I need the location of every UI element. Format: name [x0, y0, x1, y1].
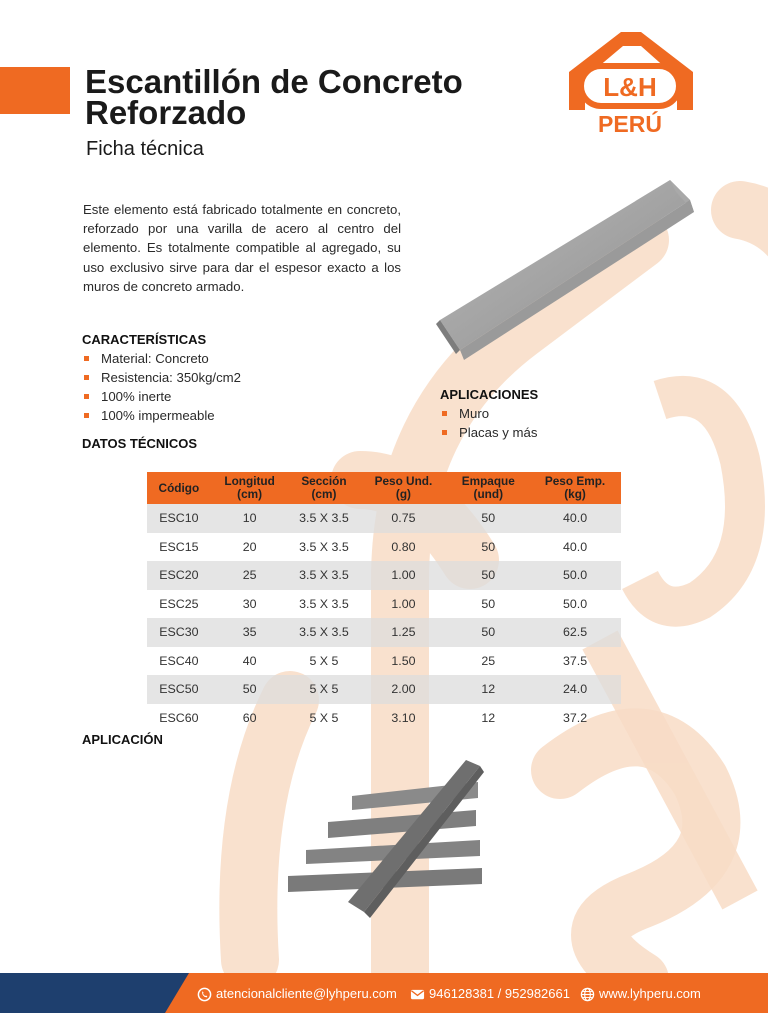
- table-cell: 37.5: [562, 653, 588, 668]
- table-row: [147, 618, 621, 647]
- applications-heading: APLICACIONES: [440, 387, 539, 402]
- logo-mark: L&H: [603, 72, 657, 102]
- technical-data-table: [147, 472, 621, 732]
- table-cell: 50: [447, 561, 529, 590]
- footer-phones-text[interactable]: 946128381 / 952982661: [429, 986, 570, 1001]
- table-cell: 0.75: [359, 504, 447, 533]
- table-cell: 5 X 5: [309, 653, 339, 668]
- table-cell: 0.80: [391, 539, 416, 554]
- table-cell: 25: [211, 561, 289, 590]
- application-heading: APLICACIÓN: [82, 732, 163, 747]
- table-cell: 50: [481, 596, 496, 611]
- table-cell: ESC25: [159, 596, 199, 611]
- table-cell: 2.00: [359, 675, 447, 704]
- table-cell: ESC60: [159, 710, 199, 725]
- table-cell: 50: [481, 539, 496, 554]
- table-header-cell: Peso Und. (g): [359, 472, 447, 504]
- table-cell: 3.5 X 3.5: [289, 618, 360, 647]
- table-cell: 50.0: [529, 561, 621, 590]
- table-cell: 3.5 X 3.5: [289, 504, 360, 533]
- table-cell: 1.50: [391, 653, 416, 668]
- footer-website-text[interactable]: www.lyhperu.com: [599, 986, 701, 1001]
- table-cell: 62.5: [529, 618, 621, 647]
- table-cell: 3.10: [391, 710, 416, 725]
- table-row: [147, 675, 621, 704]
- bullet-icon: [84, 375, 89, 380]
- globe-icon: [580, 987, 595, 1002]
- bullet-icon: [442, 430, 447, 435]
- characteristics-list: [83, 349, 241, 425]
- page-subtitle: Ficha técnica: [86, 138, 204, 160]
- technical-data-heading: DATOS TÉCNICOS: [82, 436, 198, 451]
- table-cell: 3.5 X 3.5: [299, 596, 349, 611]
- bullet-icon: [84, 356, 89, 361]
- table-cell: 25: [481, 653, 496, 668]
- characteristics-heading: CARACTERÍSTICAS: [82, 332, 207, 347]
- table-cell: ESC40: [159, 653, 199, 668]
- table-cell: 40: [242, 653, 257, 668]
- table-header-cell: Código: [147, 472, 211, 504]
- table-body: [147, 504, 621, 732]
- page-title: Escantillón de Concreto Reforzado: [85, 63, 463, 131]
- table-cell: 10: [211, 504, 289, 533]
- table-cell: 40.0: [562, 539, 588, 554]
- table-header-cell: Sección (cm): [289, 472, 360, 504]
- table-header-row: [147, 472, 621, 504]
- table-cell: 37.2: [562, 710, 588, 725]
- table-cell: 5 X 5: [289, 675, 360, 704]
- table-cell: 5 X 5: [309, 710, 339, 725]
- table-cell: 20: [242, 539, 257, 554]
- table-cell: 1.00: [391, 596, 416, 611]
- stacked-spacers-image: [280, 752, 500, 922]
- table-header-cell: Peso Emp. (kg): [529, 472, 621, 504]
- footer-accent-blue: [0, 973, 190, 1013]
- bullet-icon: [84, 413, 89, 418]
- table-cell: 50: [447, 504, 529, 533]
- mail-icon: [410, 987, 425, 1002]
- table-cell: 3.5 X 3.5: [299, 539, 349, 554]
- table-cell: ESC15: [159, 539, 199, 554]
- table-row: [147, 590, 621, 619]
- table-header-cell: Longitud (cm): [211, 472, 289, 504]
- footer-email-text[interactable]: atencionalcliente@lyhperu.com: [216, 986, 397, 1001]
- table-cell: 30: [242, 596, 257, 611]
- product-description: Este elemento está fabricado totalmente en concreto, reforzado por una varilla de acero al centro del elemento. Es totalmente compatible al agregado, su uso exclusivo sirve para dar el espesor exacto a los muros de concreto armado.: [83, 202, 401, 294]
- concrete-spacer-image: [432, 172, 702, 362]
- table-cell: 50: [211, 675, 289, 704]
- applications-list: [441, 404, 537, 442]
- table-cell: 3.5 X 3.5: [289, 561, 360, 590]
- table-cell: 12: [447, 675, 529, 704]
- table-cell: ESC30: [147, 618, 211, 647]
- lh-peru-logo: [561, 26, 701, 140]
- bullet-icon: [442, 411, 447, 416]
- header-accent-bar: [0, 67, 70, 114]
- logo-country: PERÚ: [598, 111, 662, 137]
- table-cell: 50.0: [562, 596, 588, 611]
- list-item: Muro: [441, 404, 537, 423]
- table-row: [147, 561, 621, 590]
- table-row: [147, 704, 621, 733]
- footer-website[interactable]: [580, 986, 701, 1002]
- table-row: [147, 647, 621, 676]
- table-cell: ESC10: [147, 504, 211, 533]
- table-cell: 1.00: [359, 561, 447, 590]
- list-item: 100% impermeable: [83, 406, 241, 425]
- table-cell: ESC20: [147, 561, 211, 590]
- table-cell: 1.25: [359, 618, 447, 647]
- table-cell: 35: [211, 618, 289, 647]
- table-header-cell: Empaque (und): [447, 472, 529, 504]
- list-item: Resistencia: 350kg/cm2: [83, 368, 241, 387]
- table-cell: ESC50: [147, 675, 211, 704]
- footer-email[interactable]: [197, 986, 397, 1002]
- table-cell: 40.0: [529, 504, 621, 533]
- table-row: [147, 504, 621, 533]
- table-cell: 50: [447, 618, 529, 647]
- table-cell: 60: [242, 710, 257, 725]
- list-item: Placas y más: [441, 423, 537, 442]
- table-cell: 12: [481, 710, 496, 725]
- table-cell: 24.0: [529, 675, 621, 704]
- list-item: Material: Concreto: [83, 349, 241, 368]
- table-row: [147, 533, 621, 562]
- list-item: 100% inerte: [83, 387, 241, 406]
- footer-phones[interactable]: [410, 986, 570, 1002]
- bullet-icon: [84, 394, 89, 399]
- whatsapp-icon: [197, 987, 212, 1002]
